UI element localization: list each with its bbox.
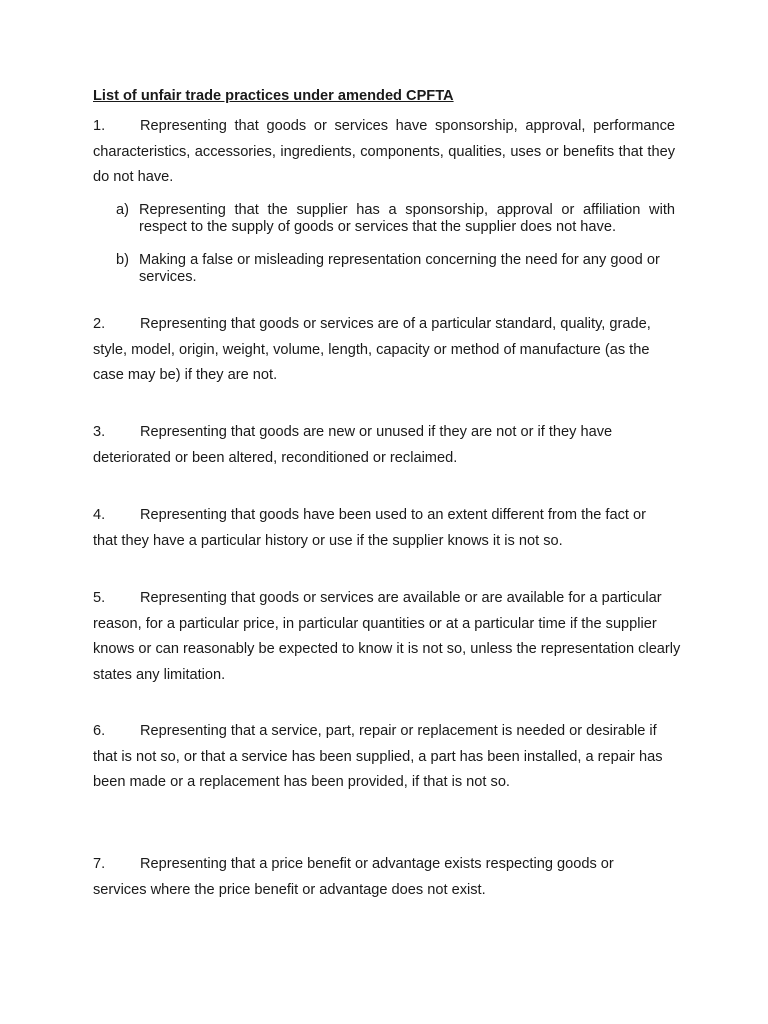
list-item-7 — [93, 852, 653, 903]
item-number: 7. — [93, 856, 106, 872]
item-text: Representing that goods or services are available or are available for a particular reason, for a particular price, in particular quantities or at a particular time if the supplier knows or can reasonably be expected to know it is not so, unless the representation clearly states any limitation. — [93, 590, 681, 683]
item-text: Representing that a price benefit or advantage exists respecting goods or services where the price benefit or advantage does not exist. — [93, 856, 614, 898]
item-number: 1. — [93, 118, 106, 134]
list-item-1 — [93, 114, 675, 191]
list-item-3 — [93, 420, 653, 471]
item-text: Representing that a service, part, repair or replacement is needed or desirable if that is not so, or that a service has been supplied, a part has been installed, a repair has been made or a replacement has been provided, if that is not so. — [93, 723, 663, 790]
subitem-letter: b) — [116, 252, 129, 268]
list-item-4 — [93, 503, 673, 554]
item-number: 2. — [93, 316, 106, 332]
item-text: Representing that goods or services have sponsorship, approval, performance characteristics, accessories, ingredients, components, qualities, uses or benefits that they do not have. — [93, 118, 675, 185]
list-item-6 — [93, 719, 673, 796]
document-title: List of unfair trade practices under amended CPFTA — [93, 88, 454, 104]
subitem-letter: a) — [116, 202, 129, 218]
list-item-2 — [93, 312, 653, 389]
item-number: 4. — [93, 507, 106, 523]
item-number: 5. — [93, 590, 106, 606]
item-number: 6. — [93, 723, 106, 739]
subitem-text: Making a false or misleading representation concerning the need for any good or services. — [139, 252, 660, 285]
list-item-5 — [93, 586, 683, 688]
item-text: Representing that goods or services are of a particular standard, quality, grade, style, model, origin, weight, volume, length, capacity or method of manufacture (as the case may be) if they are not. — [93, 316, 651, 383]
item-number: 3. — [93, 424, 106, 440]
subitem-text: Representing that the supplier has a sponsorship, approval or affiliation with respect to the supply of goods or services that the supplier does not have. — [139, 202, 675, 235]
subitem-b — [116, 252, 675, 285]
subitem-a — [116, 202, 675, 235]
item-text: Representing that goods have been used to an extent different from the fact or that they have a particular history or use if the supplier knows it is not so. — [93, 507, 646, 549]
item-text: Representing that goods are new or unused if they are not or if they have deteriorated or been altered, reconditioned or reclaimed. — [93, 424, 613, 466]
